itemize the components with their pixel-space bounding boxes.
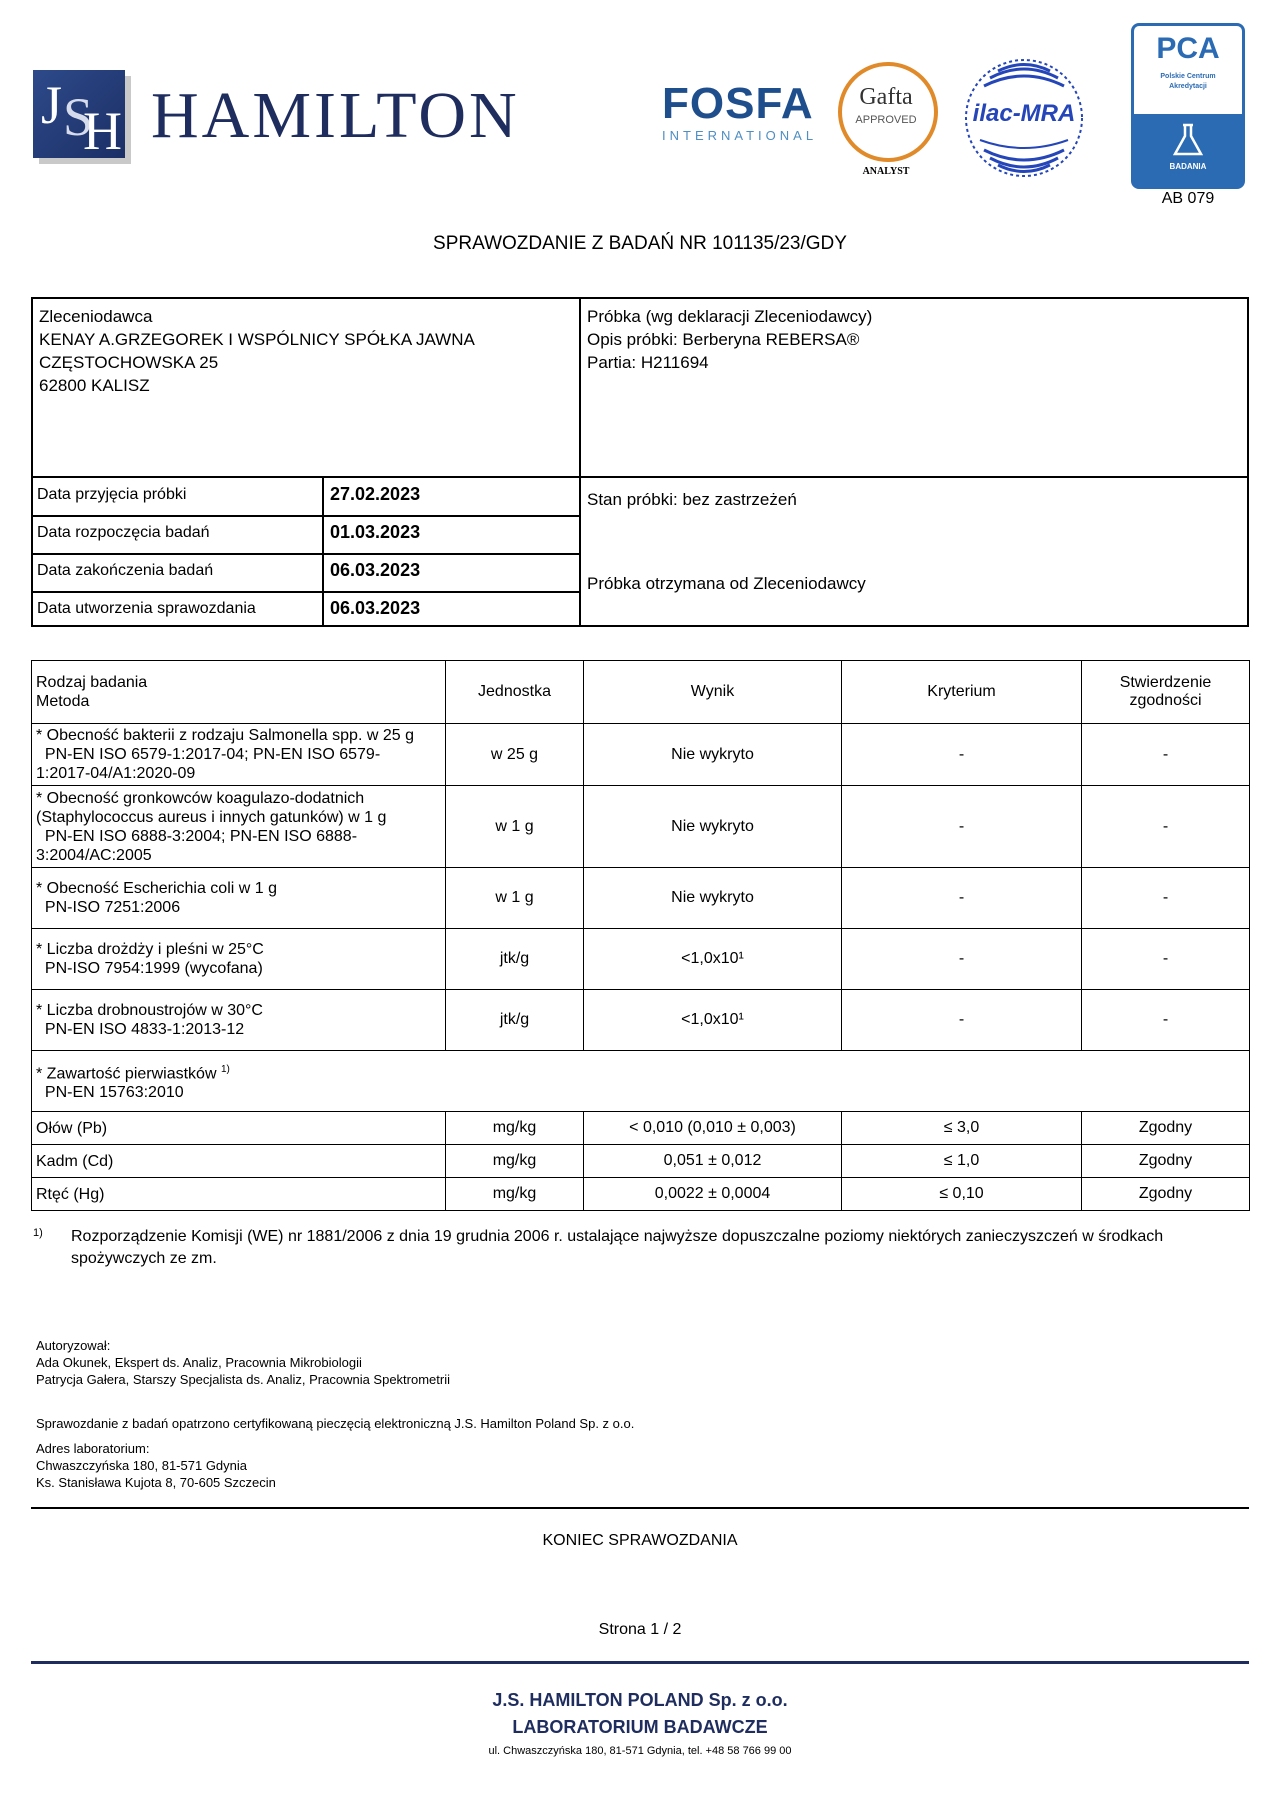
result-cell: 0,051 ± 0,012 xyxy=(584,1145,842,1178)
conformity-cell: - xyxy=(1082,724,1250,786)
dates-rule-3 xyxy=(33,591,579,593)
criterion-cell: ≤ 1,0 xyxy=(842,1145,1082,1178)
pca-subtitle-line1: Polskie Centrum xyxy=(1160,73,1216,80)
conformity-cell: - xyxy=(1082,868,1250,929)
result-cell: 0,0022 ± 0,0004 xyxy=(584,1178,842,1211)
elements-footnote-mark: 1) xyxy=(220,1063,230,1075)
gafta-analyst-label: ANALYST xyxy=(862,166,910,177)
pca-wordmark: PCA xyxy=(1156,32,1220,65)
elements-section-row xyxy=(32,1051,1250,1112)
sample-received-from: Próbka otrzymana od Zleceniodawcy xyxy=(587,574,866,593)
result-cell: Nie wykryto xyxy=(584,724,842,786)
test-line: * Obecność Escherichia coli w 1 g xyxy=(36,880,277,897)
authorizer: Ada Okunek, Ekspert ds. Analiz, Pracownia Mikrobiologii xyxy=(36,1355,362,1370)
header-conformity-line1: Stwierdzenie xyxy=(1119,674,1212,691)
monogram-h: H xyxy=(83,101,122,161)
footnote-text: Rozporządzenie Komisji (WE) nr 1881/2006 z dnia 19 grudnia 2006 r. ustalające najwyższe dopuszczalne poziomy niektórych zanieczyszczeń w środkach spożywczych ze zm. xyxy=(71,1228,1164,1267)
conformity-cell: Zgodny xyxy=(1082,1178,1250,1211)
regulation-footnote xyxy=(31,1226,1231,1270)
date-label-started: Data rozpoczęcia badań xyxy=(37,524,210,541)
elements-section-line1: * Zawartość pierwiastków xyxy=(36,1065,217,1083)
results-table xyxy=(31,660,1250,1211)
table-header-row xyxy=(32,661,1250,724)
unit-cell: mg/kg xyxy=(446,1178,584,1211)
date-label-finished: Data zakończenia badań xyxy=(37,562,214,579)
date-value-started: 01.03.2023 xyxy=(330,522,421,542)
test-cell xyxy=(32,786,446,868)
report-title: SPRAWOZDANIE Z BADAŃ NR 101135/23/GDY xyxy=(433,233,847,254)
criterion-cell: ≤ 0,10 xyxy=(842,1178,1082,1211)
date-label-report: Data utworzenia sprawozdania xyxy=(37,600,256,617)
footer-company: J.S. HAMILTON POLAND Sp. z o.o. xyxy=(492,1690,788,1710)
client-city: 62800 KALISZ xyxy=(39,376,150,395)
test-line: * Liczba drobnoustrojów w 30°C xyxy=(36,1002,263,1019)
monogram-s: S xyxy=(63,87,94,147)
test-line: PN-EN ISO 6579-1:2017-04; PN-EN ISO 6579- xyxy=(36,746,381,763)
sample-condition: Stan próbki: bez zastrzeżeń xyxy=(587,490,797,509)
gafta-approved-label: APPROVED xyxy=(855,114,917,126)
elements-section-cell xyxy=(32,1051,1250,1112)
authorization-block xyxy=(36,1337,450,1388)
test-line: PN-ISO 7251:2006 xyxy=(36,899,181,916)
result-cell: <1,0x10¹ xyxy=(584,990,842,1051)
criterion-cell: - xyxy=(842,786,1082,868)
date-value-received: 27.02.2023 xyxy=(330,484,421,504)
pca-badania-label: BADANIA xyxy=(1169,162,1207,171)
test-line: * Liczba drożdży i pleśni w 25°C xyxy=(36,941,264,958)
unit-cell: mg/kg xyxy=(446,1145,584,1178)
criterion-cell: ≤ 3,0 xyxy=(842,1112,1082,1145)
conformity-cell: Zgodny xyxy=(1082,1145,1250,1178)
accreditation-code: AB 079 xyxy=(1161,190,1215,207)
company-wordmark: HAMILTON xyxy=(151,79,520,152)
end-of-report: KONIEC SPRAWOZDANIA xyxy=(542,1532,738,1549)
header-conformity-line2: zgodności xyxy=(1129,692,1202,709)
lab-address-block xyxy=(36,1440,276,1491)
client-label: Zleceniodawca xyxy=(39,307,153,326)
ilac-mra-logo xyxy=(962,56,1086,180)
element-name-cell: Kadm (Cd) xyxy=(32,1145,446,1178)
result-cell: Nie wykryto xyxy=(584,868,842,929)
test-line: (Staphylococcus aureus i innych gatunków) w 1 g xyxy=(36,808,387,826)
criterion-cell: - xyxy=(842,868,1082,929)
pca-logo xyxy=(1131,23,1245,189)
page-number: Strona 1 / 2 xyxy=(598,1621,682,1638)
date-label-received: Data przyjęcia próbki xyxy=(37,486,187,503)
authorizer: Patrycja Gałera, Starszy Specjalista ds. Analiz, Pracownia Spektrometrii xyxy=(36,1372,451,1387)
test-cell xyxy=(32,724,446,786)
unit-cell: w 1 g xyxy=(446,786,584,868)
test-line: PN-EN ISO 6888-3:2004; PN-EN ISO 6888- xyxy=(36,827,358,845)
element-name-cell: Ołów (Pb) xyxy=(32,1112,446,1145)
dates-rule-2 xyxy=(33,553,579,555)
test-line: * Obecność gronkowców koagulazo-dodatnich xyxy=(36,789,365,807)
result-cell: <1,0x10¹ xyxy=(584,929,842,990)
sample-batch: Partia: H211694 xyxy=(587,353,709,372)
sample-section xyxy=(587,305,872,374)
sample-label: Próbka (wg deklaracji Zleceniodawcy) xyxy=(587,307,873,326)
header-test-line2: Metoda xyxy=(36,693,90,710)
conformity-cell: - xyxy=(1082,990,1250,1051)
client-section xyxy=(39,305,475,397)
fosfa-subtitle: INTERNATIONAL xyxy=(662,128,818,143)
conformity-cell: - xyxy=(1082,929,1250,990)
test-cell xyxy=(32,868,446,929)
fosfa-logo xyxy=(662,79,822,143)
criterion-cell: - xyxy=(842,990,1082,1051)
pca-subtitle-line2: Akredytacji xyxy=(1169,83,1207,90)
test-line: PN-ISO 7954:1999 (wycofana) xyxy=(36,960,263,977)
flask-icon xyxy=(1170,122,1206,158)
header-conformity xyxy=(1082,661,1250,724)
header-criterion: Kryterium xyxy=(842,661,1082,724)
result-cell: Nie wykryto xyxy=(584,786,842,868)
unit-cell: w 25 g xyxy=(446,724,584,786)
table-row xyxy=(32,1145,1250,1178)
gafta-wordmark: Gafta xyxy=(859,84,913,110)
divider xyxy=(31,1507,1249,1509)
fosfa-wordmark: FOSFA xyxy=(662,79,814,128)
sample-description: Opis próbki: Berberyna REBERSA® xyxy=(587,330,860,349)
test-line: PN-EN ISO 4833-1:2013-12 xyxy=(36,1021,245,1038)
test-cell xyxy=(32,990,446,1051)
header-test-line1: Rodzaj badania xyxy=(36,674,148,691)
element-name-cell: Rtęć (Hg) xyxy=(32,1178,446,1211)
table-row xyxy=(32,1178,1250,1211)
result-cell: < 0,010 (0,010 ± 0,003) xyxy=(584,1112,842,1145)
ilac-mra-wordmark: ilac-MRA xyxy=(972,100,1076,127)
footer-divider xyxy=(31,1661,1249,1664)
elements-section-method: PN-EN 15763:2010 xyxy=(36,1084,184,1102)
conformity-cell: Zgodny xyxy=(1082,1112,1250,1145)
test-line: 3:2004/AC:2005 xyxy=(36,846,152,864)
elements-section-title xyxy=(36,1060,1245,1083)
test-line: * Obecność bakterii z rodzaju Salmonella spp. w 25 g xyxy=(36,727,414,744)
date-value-report: 06.03.2023 xyxy=(330,598,421,618)
unit-cell: jtk/g xyxy=(446,990,584,1051)
gafta-logo xyxy=(836,62,940,178)
footer-address: ul. Chwaszczyńska 180, 81-571 Gdynia, tel. +48 58 766 99 00 xyxy=(488,1745,792,1757)
certification-note: Sprawozdanie z badań opatrzono certyfikowaną pieczęcią elektroniczną J.S. Hamilton Poland Sp. z o.o. xyxy=(36,1416,635,1431)
jsh-monogram-icon xyxy=(33,70,125,161)
table-row xyxy=(32,929,1250,990)
lab-address-line: Ks. Stanisława Kujota 8, 70-605 Szczecin xyxy=(36,1475,276,1490)
footnote-mark: 1) xyxy=(33,1227,43,1239)
table-row xyxy=(32,990,1250,1051)
client-street: CZĘSTOCHOWSKA 25 xyxy=(39,353,219,372)
authorization-label: Autoryzował: xyxy=(36,1338,111,1353)
criterion-cell: - xyxy=(842,724,1082,786)
table-row xyxy=(32,868,1250,929)
client-sample-box xyxy=(31,297,1249,627)
test-line: 1:2017-04/A1:2020-09 xyxy=(36,765,196,782)
info-box-hrule xyxy=(33,476,1247,478)
header-unit: Jednostka xyxy=(446,661,584,724)
header-test xyxy=(32,661,446,724)
table-row xyxy=(32,1112,1250,1145)
table-row xyxy=(32,786,1250,868)
unit-cell: mg/kg xyxy=(446,1112,584,1145)
dates-divider xyxy=(322,478,324,625)
unit-cell: w 1 g xyxy=(446,868,584,929)
test-cell xyxy=(32,929,446,990)
monogram-j: J xyxy=(41,75,63,135)
footer-lab: LABORATORIUM BADAWCZE xyxy=(512,1717,768,1737)
header-result: Wynik xyxy=(584,661,842,724)
dates-rule-1 xyxy=(33,515,579,517)
info-box-divider xyxy=(579,299,581,625)
conformity-cell: - xyxy=(1082,786,1250,868)
table-row xyxy=(32,724,1250,786)
criterion-cell: - xyxy=(842,929,1082,990)
unit-cell: jtk/g xyxy=(446,929,584,990)
lab-address-label: Adres laboratorium: xyxy=(36,1441,150,1456)
gafta-wreath-icon xyxy=(838,62,938,162)
client-name: KENAY A.GRZEGOREK I WSPÓLNICY SPÓŁKA JAWNA xyxy=(39,330,475,349)
pca-subtitle xyxy=(1134,72,1242,92)
date-value-finished: 06.03.2023 xyxy=(330,560,421,580)
lab-address-line: Chwaszczyńska 180, 81-571 Gdynia xyxy=(36,1458,248,1473)
